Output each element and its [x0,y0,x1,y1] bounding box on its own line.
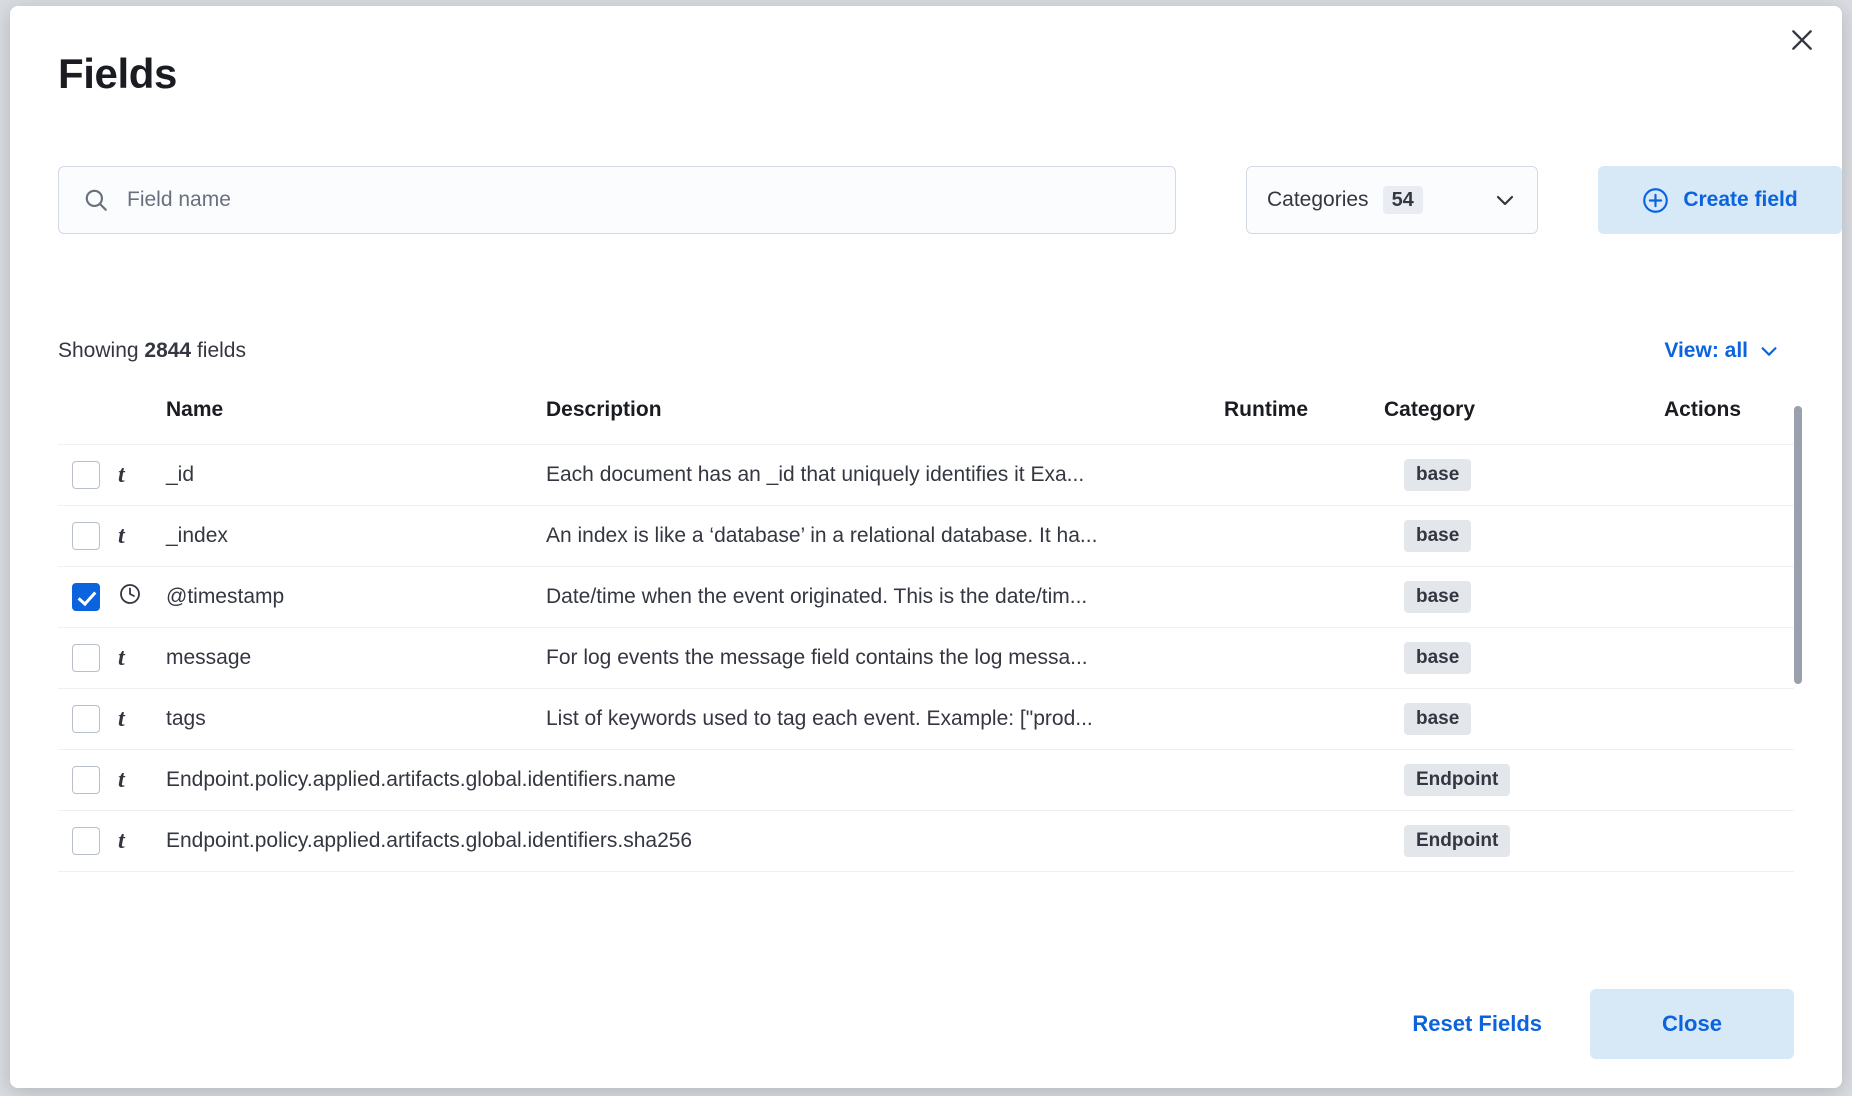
row-checkbox-cell [58,445,118,506]
row-checkbox-cell [58,750,118,811]
row-field-description: For log events the message field contains the log messa... [546,628,1224,689]
dialog-footer [10,960,1842,1088]
row-field-name: _id [166,445,546,506]
row-checkbox[interactable] [72,827,100,855]
showing-number: 2844 [144,339,192,362]
row-actions [1664,567,1794,628]
row-checkbox-cell [58,811,118,872]
table-row [58,628,1794,689]
row-field-name: tags [166,689,546,750]
page-title: Fields [58,50,177,97]
row-runtime [1224,445,1384,506]
row-checkbox-cell [58,506,118,567]
fields-table-container [58,398,1794,872]
row-category-cell [1384,506,1664,567]
string-type-icon: t [118,644,125,671]
string-type-icon: t [118,766,125,793]
row-checkbox-cell [58,689,118,750]
row-actions [1664,628,1794,689]
category-badge: base [1404,703,1471,735]
row-field-description: List of keywords used to tag each event. Example: ["prod... [546,689,1224,750]
table-header-row [58,398,1794,445]
header-checkbox [58,398,118,445]
table-row [58,506,1794,567]
header-runtime: Runtime [1224,398,1384,445]
date-type-icon [118,582,166,612]
close-icon[interactable] [1782,20,1822,60]
string-type-icon: t [118,522,125,549]
category-badge: Endpoint [1404,825,1510,857]
row-checkbox[interactable] [72,461,100,489]
row-category-cell [1384,689,1664,750]
string-type-icon: t [118,705,125,732]
showing-prefix: Showing [58,339,145,362]
row-category-cell [1384,567,1664,628]
row-field-name: Endpoint.policy.applied.artifacts.global.identifiers.name [166,750,546,811]
row-type-cell [118,750,166,811]
plus-circle-icon [1642,187,1669,214]
row-actions [1664,506,1794,567]
row-actions [1664,750,1794,811]
row-field-description: Date/time when the event originated. This is the date/tim... [546,567,1224,628]
row-checkbox-cell [58,567,118,628]
category-badge: base [1404,459,1471,491]
category-badge: base [1404,581,1471,613]
row-checkbox[interactable] [72,522,100,550]
fields-dialog [10,6,1842,1088]
row-runtime [1224,506,1384,567]
string-type-icon: t [118,461,125,488]
row-field-description: Each document has an _id that uniquely identifies it Exa... [546,445,1224,506]
row-category-cell [1384,628,1664,689]
view-selector-label: View: all [1664,339,1748,362]
table-scrollbar[interactable] [1794,406,1802,684]
table-row [58,750,1794,811]
row-checkbox[interactable] [72,583,100,611]
view-selector[interactable] [1664,339,1780,363]
row-type-cell [118,689,166,750]
row-type-cell [118,811,166,872]
row-field-description: An index is like a ‘database’ in a relational database. It ha... [546,506,1224,567]
row-runtime [1224,689,1384,750]
row-runtime [1224,628,1384,689]
row-runtime [1224,811,1384,872]
reset-fields-button[interactable]: Reset Fields [1406,1010,1548,1038]
row-category-cell [1384,811,1664,872]
row-field-name: _index [166,506,546,567]
controls-bar [58,166,1798,234]
header-description: Description [546,398,1224,445]
chevron-down-icon [1758,340,1780,362]
row-type-cell [118,506,166,567]
chevron-down-icon [1493,188,1517,212]
showing-suffix: fields [191,339,246,362]
search-field[interactable] [58,166,1176,234]
row-category-cell [1384,445,1664,506]
row-field-name: @timestamp [166,567,546,628]
categories-count-badge: 54 [1383,186,1423,214]
create-field-button[interactable] [1598,166,1842,234]
showing-count [58,339,246,363]
header-type [118,398,166,445]
row-field-name: message [166,628,546,689]
row-actions [1664,689,1794,750]
row-category-cell [1384,750,1664,811]
search-input[interactable] [59,167,1175,233]
categories-label: Categories [1267,188,1369,211]
row-runtime [1224,567,1384,628]
row-checkbox[interactable] [72,766,100,794]
row-checkbox[interactable] [72,705,100,733]
table-row [58,445,1794,506]
create-field-label: Create field [1683,188,1798,211]
category-badge: base [1404,642,1471,674]
row-checkbox[interactable] [72,644,100,672]
row-type-cell [118,567,166,628]
row-type-cell [118,445,166,506]
table-row [58,689,1794,750]
header-actions: Actions [1664,398,1794,445]
fields-table [58,398,1794,872]
search-icon [83,187,109,213]
header-category: Category [1384,398,1664,445]
close-button[interactable]: Close [1590,989,1794,1059]
string-type-icon: t [118,827,125,854]
row-field-name: Endpoint.policy.applied.artifacts.global.identifiers.sha256 [166,811,546,872]
row-checkbox-cell [58,628,118,689]
category-badge: base [1404,520,1471,552]
row-type-cell [118,628,166,689]
category-badge: Endpoint [1404,764,1510,796]
header-name: Name [166,398,546,445]
row-runtime [1224,750,1384,811]
categories-dropdown[interactable] [1246,166,1538,234]
table-row [58,567,1794,628]
table-row [58,811,1794,872]
row-actions [1664,445,1794,506]
row-actions [1664,811,1794,872]
